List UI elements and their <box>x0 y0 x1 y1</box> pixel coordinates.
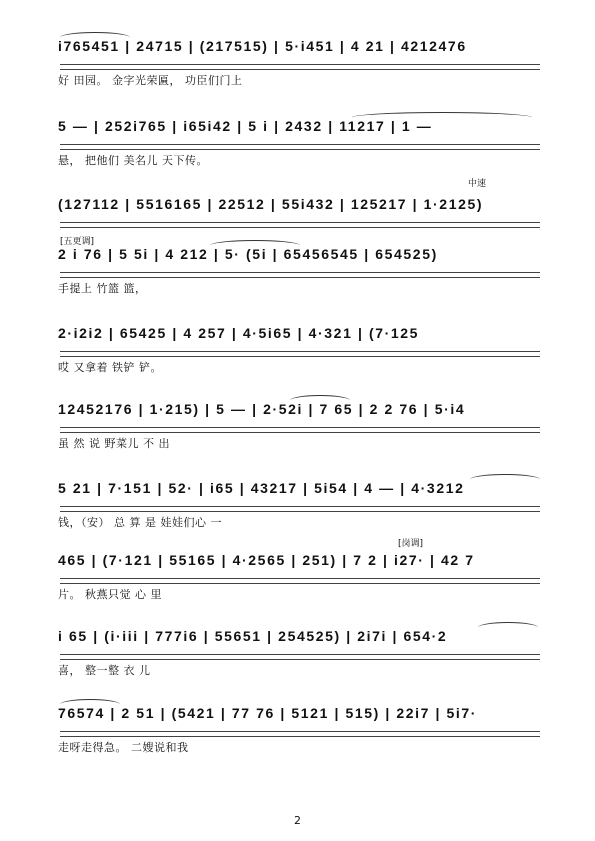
notation-line: 465 | (7·121 | 55165 | 4·2565 | 251) | 7 2 | i27· | 42 7 <box>58 552 475 568</box>
notation-line: 5 21 | 7·151 | 52· | i65 | 43217 | 5i54 | 4 — | 4·3212 <box>58 480 465 496</box>
lyrics-line: 悬， 把他们 美名儿 天下传。 <box>58 154 208 167</box>
system-9 <box>0 628 595 688</box>
system-1 <box>0 38 595 98</box>
lyrics-line: 手提上 竹篮 篮， <box>58 282 147 295</box>
notation-line: (127112 | 5516165 | 22512 | 55i432 | 125217 | 1·2125) <box>58 196 484 212</box>
underline <box>60 351 540 357</box>
system-5 <box>0 325 595 385</box>
system-8 <box>0 539 595 612</box>
system-6 <box>0 401 595 461</box>
underline <box>60 578 540 584</box>
lyrics-line: 片。 秋燕只觉 心 里 <box>58 588 162 601</box>
notation-line: 2·i2i2 | 65425 | 4 257 | 4·5i65 | 4·321 | (7·125 <box>58 325 420 341</box>
underline <box>60 222 540 228</box>
underline <box>60 144 540 150</box>
notation-line: 12452176 | 1·215) | 5 — | 2·52i | 7 65 | 2 2 76 | 5·i4 <box>58 401 466 417</box>
underline <box>60 64 540 70</box>
system-7 <box>0 480 595 540</box>
notation-line: 76574 | 2 51 | (5421 | 77 76 | 5121 | 515) | 22i7 | 5i7· <box>58 705 478 721</box>
lyrics-line: 哎 又拿着 铁铲 铲。 <box>58 361 162 374</box>
tune-label: [岗调] <box>398 539 424 549</box>
page-number: 2 <box>294 814 301 827</box>
notation-line: i765451 | 24715 | (217515) | 5·i451 | 4 21 | 4212476 <box>58 38 467 54</box>
lyrics-line: 钱，（安） 总 算 是 娃娃们心 一 <box>58 516 222 529</box>
notation-line: 2 i 76 | 5 5i | 4 212 | 5· (5i | 65456545 | 654525) <box>58 246 438 262</box>
underline <box>60 654 540 660</box>
system-4 <box>0 237 595 306</box>
lyrics-line: 虽 然 说 野菜儿 不 出 <box>58 437 170 450</box>
lyrics-line: 走呀走得急。 二嫂说和我 <box>58 741 189 754</box>
tune-label: [五更调] <box>60 237 95 247</box>
system-2 <box>0 118 595 178</box>
lyrics-line: 喜， 整一整 衣 儿 <box>58 664 151 677</box>
tempo-mark: 中速 <box>468 179 487 189</box>
underline <box>60 272 540 278</box>
notation-line: i 65 | (i·iii | 777i6 | 55651 | 254525) | 2i7i | 654·2 <box>58 628 448 644</box>
underline <box>60 427 540 433</box>
underline <box>60 506 540 512</box>
notation-line: 5 — | 252i765 | i65i42 | 5 i | 2432 | 11217 | 1 — <box>58 118 433 134</box>
system-10 <box>0 705 595 765</box>
underline <box>60 731 540 737</box>
lyrics-line: 好 田园。 金字光荣匾， 功臣们门上 <box>58 74 243 87</box>
